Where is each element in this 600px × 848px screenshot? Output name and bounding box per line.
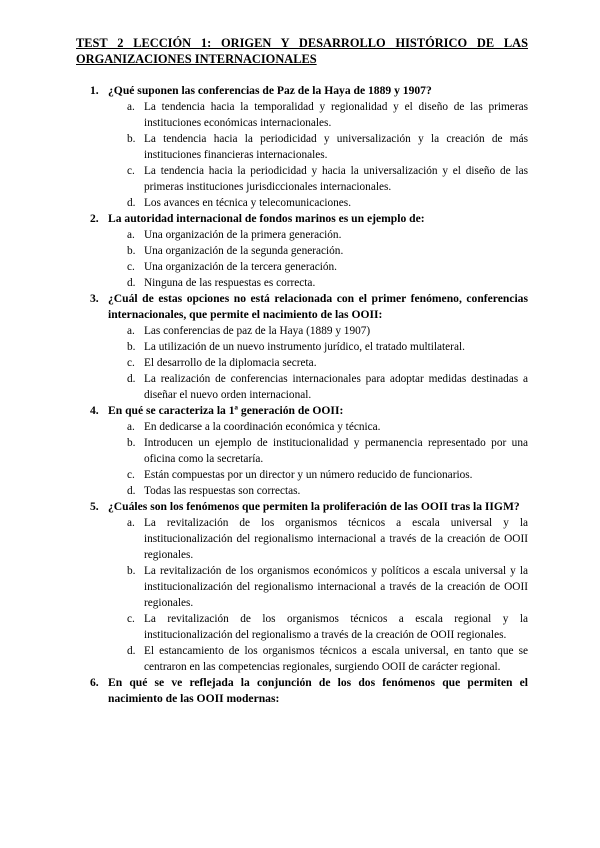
option-letter: a. xyxy=(127,325,135,337)
option-letter: a. xyxy=(127,517,135,529)
answer-option xyxy=(0,355,600,371)
option-list xyxy=(0,99,600,211)
option-text: Las conferencias de paz de la Haya (1889 y 1907) xyxy=(144,325,371,337)
option-text: La revitalización de los organismos técnicos a escala regional y la institucionalización del regionalismo a través de la creación de OOII regionales. xyxy=(144,613,528,641)
option-letter: d. xyxy=(127,645,136,657)
option-text: Los avances en técnica y telecomunicaciones. xyxy=(144,197,352,209)
option-list xyxy=(0,227,600,291)
answer-option xyxy=(0,643,600,675)
question-number: 4. xyxy=(90,404,99,417)
question-text: La autoridad internacional de fondos marinos es un ejemplo de: xyxy=(108,212,425,225)
question-number: 6. xyxy=(90,676,99,689)
question-4 xyxy=(0,403,600,499)
option-text: Una organización de la tercera generación. xyxy=(144,261,337,273)
question-number: 5. xyxy=(90,500,99,513)
answer-option xyxy=(0,371,600,403)
question-text: ¿Cuál de estas opciones no está relacionada con el primer fenómeno, conferencias internacionales, que permite el nacimiento de las OOII: xyxy=(108,292,528,321)
option-letter: b. xyxy=(127,437,136,449)
option-text: Ninguna de las respuestas es correcta. xyxy=(144,277,316,289)
option-text: La revitalización de los organismos económicos y políticos a escala universal y la institucionalización del regionalismo internacional a través de la creación de OOII regionales. xyxy=(144,565,528,609)
option-text: La tendencia hacia la temporalidad y regionalidad y el diseño de las primeras instituciones económicas internacionales. xyxy=(144,101,528,129)
answer-option xyxy=(0,419,600,435)
option-text: Están compuestas por un director y un número reducido de funcionarios. xyxy=(144,469,473,481)
option-letter: c. xyxy=(127,613,135,625)
answer-option xyxy=(0,227,600,243)
answer-option xyxy=(0,275,600,291)
option-text: El desarrollo de la diplomacia secreta. xyxy=(144,357,317,369)
question-3 xyxy=(0,291,600,403)
answer-option xyxy=(0,563,600,611)
option-list xyxy=(0,323,600,403)
answer-option xyxy=(0,259,600,275)
option-letter: b. xyxy=(127,565,136,577)
option-text: La revitalización de los organismos técnicos a escala universal y la institucionalización del regionalismo internacional a través de la creación de OOII regionales. xyxy=(144,517,528,561)
option-text: Todas las respuestas son correctas. xyxy=(144,485,301,497)
question-list xyxy=(0,83,600,707)
option-letter: b. xyxy=(127,133,136,145)
option-text: Una organización de la segunda generación. xyxy=(144,245,344,257)
option-letter: c. xyxy=(127,261,135,273)
option-letter: c. xyxy=(127,357,135,369)
option-letter: a. xyxy=(127,421,135,433)
option-list xyxy=(0,515,600,675)
option-text: Una organización de la primera generación. xyxy=(144,229,342,241)
question-5 xyxy=(0,499,600,675)
answer-option xyxy=(0,163,600,195)
question-number: 1. xyxy=(90,84,99,97)
option-list xyxy=(0,419,600,499)
option-letter: b. xyxy=(127,341,136,353)
option-text: La utilización de un nuevo instrumento jurídico, el tratado multilateral. xyxy=(144,341,465,353)
document-title: TEST 2 LECCIÓN 1: ORIGEN Y DESARROLLO HISTÓRICO DE LAS ORGANIZACIONES INTERNACIONALES xyxy=(76,36,528,66)
answer-option xyxy=(0,131,600,163)
question-2 xyxy=(0,211,600,291)
option-letter: b. xyxy=(127,245,136,257)
question-text: ¿Cuáles son los fenómenos que permiten la proliferación de las OOII tras la IIGM? xyxy=(108,500,520,513)
option-text: Introducen un ejemplo de institucionalidad y permanencia representado por una oficina como la secretaría. xyxy=(144,437,528,465)
option-letter: c. xyxy=(127,165,135,177)
option-text: La tendencia hacia la periodicidad y hacia la universalización y el diseño de las primeras instituciones jurisdiccionales internacionales. xyxy=(144,165,528,193)
option-letter: d. xyxy=(127,485,136,497)
question-number: 3. xyxy=(90,292,99,305)
answer-option xyxy=(0,323,600,339)
answer-option xyxy=(0,483,600,499)
answer-option xyxy=(0,195,600,211)
question-1 xyxy=(0,83,600,211)
answer-option xyxy=(0,339,600,355)
option-text: En dedicarse a la coordinación económica y técnica. xyxy=(144,421,381,433)
option-letter: a. xyxy=(127,101,135,113)
option-letter: d. xyxy=(127,373,136,385)
option-text: La tendencia hacia la periodicidad y universalización y la creación de más instituciones financieras internacionales. xyxy=(144,133,528,161)
question-text: En qué se caracteriza la 1ª generación de OOII: xyxy=(108,404,344,417)
option-text: La realización de conferencias internacionales para adoptar medidas destinadas a diseñar el nuevo orden internacional. xyxy=(144,373,528,401)
question-text: En qué se ve reflejada la conjunción de los dos fenómenos que permiten el nacimiento de las OOII modernas: xyxy=(108,676,528,705)
answer-option xyxy=(0,515,600,563)
option-letter: a. xyxy=(127,229,135,241)
answer-option xyxy=(0,99,600,131)
answer-option xyxy=(0,611,600,643)
answer-option xyxy=(0,435,600,467)
question-text: ¿Qué suponen las conferencias de Paz de la Haya de 1889 y 1907? xyxy=(108,84,432,97)
option-letter: d. xyxy=(127,277,136,289)
answer-option xyxy=(0,243,600,259)
option-letter: d. xyxy=(127,197,136,209)
question-number: 2. xyxy=(90,212,99,225)
option-letter: c. xyxy=(127,469,135,481)
option-text: El estancamiento de los organismos técnicos a escala universal, en tanto que se centraron en las competencias regionales, surgiendo OOII de carácter regional. xyxy=(144,645,528,673)
question-6 xyxy=(0,675,600,707)
answer-option xyxy=(0,467,600,483)
